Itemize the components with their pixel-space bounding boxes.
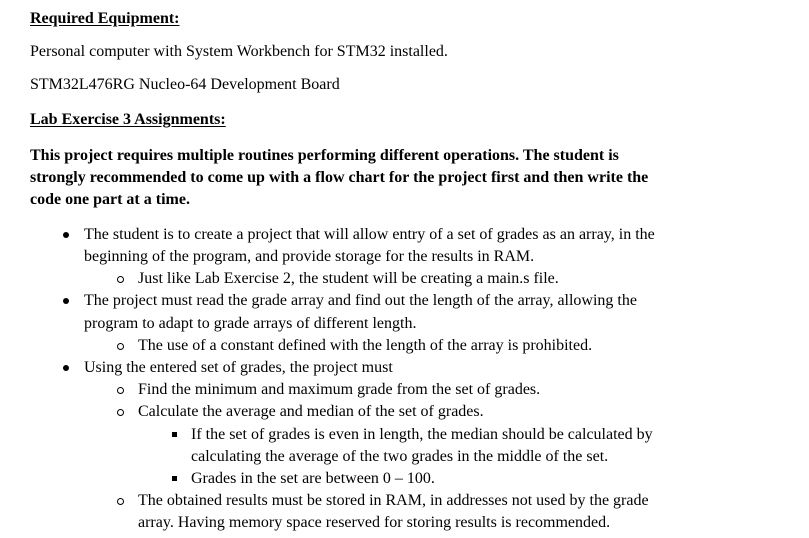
bullet3-subsub1-line-1: If the set of grades is even in length, the median should be calculated by: [191, 426, 653, 443]
bullet3-subsub1-line-2: calculating the average of the two grades in the middle of the set.: [191, 448, 609, 465]
bullet3-sub3-line-1: The obtained results must be stored in RAM, in addresses not used by the grade: [138, 492, 649, 509]
bullet3-line: Using the entered set of grades, the project must: [84, 359, 393, 376]
intro-line-2: strongly recommended to come up with a flow chart for the project first and then write the: [30, 169, 649, 186]
bullet2-line-1: The project must read the grade array and find out the length of the array, allowing the: [84, 292, 637, 309]
bullet-circle-icon: [117, 498, 124, 505]
equipment-item-computer: Personal computer with System Workbench for STM32 installed.: [30, 43, 448, 60]
bullet-square-icon: [172, 432, 177, 437]
assignments-heading: Lab Exercise 3 Assignments:: [30, 111, 226, 128]
intro-line-3: code one part at a time.: [30, 191, 190, 208]
required-equipment-heading: Required Equipment:: [30, 10, 180, 27]
equipment-item-board: STM32L476RG Nucleo-64 Development Board: [30, 76, 340, 93]
bullet3-subsub2: Grades in the set are between 0 – 100.: [191, 470, 435, 487]
bullet2-sub1: The use of a constant defined with the length of the array is prohibited.: [138, 337, 593, 354]
bullet1-line-2: beginning of the program, and provide storage for the results in RAM.: [84, 248, 535, 265]
bullet3-sub3-line-2: array. Having memory space reserved for storing results is recommended.: [138, 514, 611, 531]
bullet-circle-icon: [117, 387, 124, 394]
bullet1-line-1: The student is to create a project that will allow entry of a set of grades as an array, in the: [84, 226, 655, 243]
bullet-dot-icon: [63, 232, 69, 238]
bullet-circle-icon: [117, 343, 124, 350]
bullet-square-icon: [172, 476, 177, 481]
bullet-dot-icon: [63, 365, 69, 371]
bullet-circle-icon: [117, 409, 124, 416]
intro-line-1: This project requires multiple routines performing different operations. The student is: [30, 147, 619, 164]
bullet2-line-2: program to adapt to grade arrays of different length.: [84, 315, 417, 332]
bullet-dot-icon: [63, 298, 69, 304]
bullet-circle-icon: [117, 276, 124, 283]
bullet3-sub2: Calculate the average and median of the set of grades.: [138, 403, 484, 420]
bullet3-sub1: Find the minimum and maximum grade from the set of grades.: [138, 381, 541, 398]
bullet1-sub1: Just like Lab Exercise 2, the student will be creating a main.s file.: [138, 270, 559, 287]
